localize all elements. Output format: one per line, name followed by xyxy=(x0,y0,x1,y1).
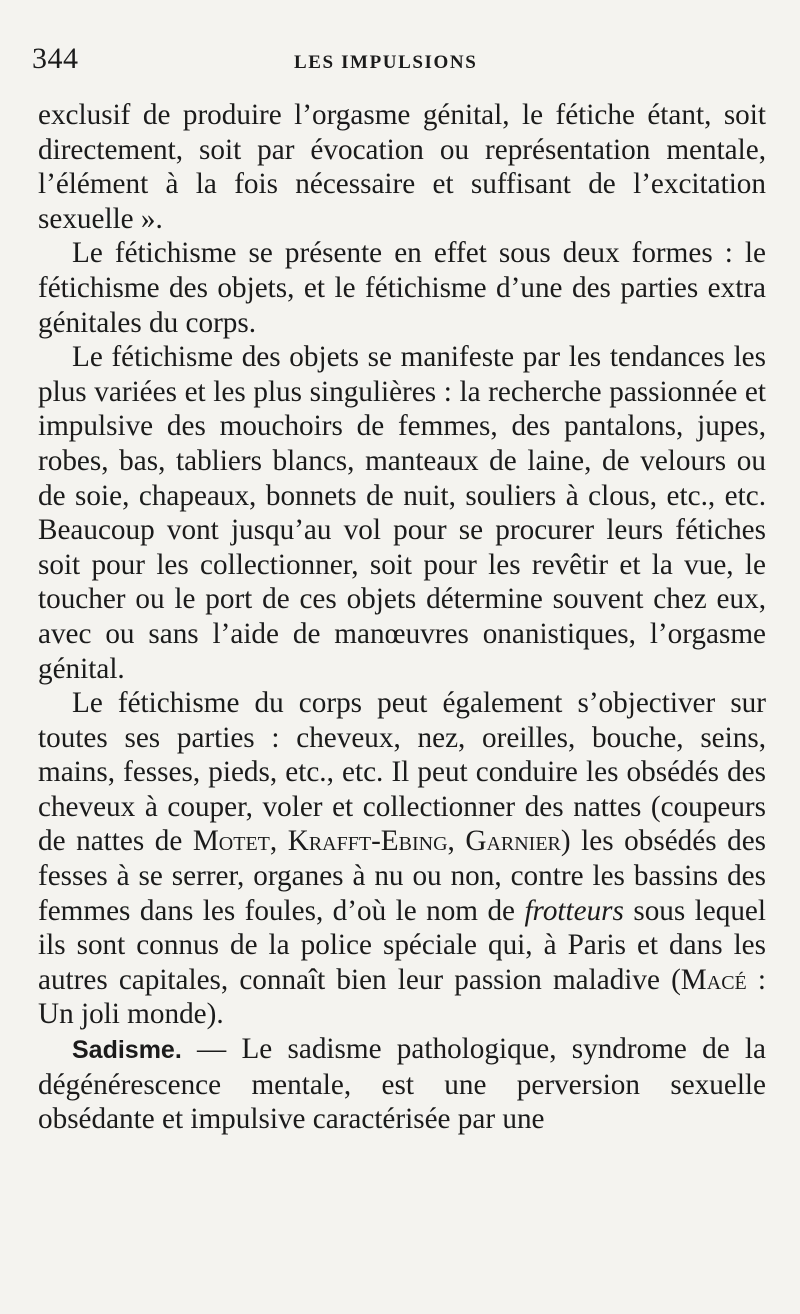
paragraph-sadism xyxy=(38,1032,766,1137)
author-name: Motet xyxy=(192,825,270,858)
section-runin-heading: Sadisme. xyxy=(72,1036,182,1065)
text-run: : Un joli monde). xyxy=(38,963,766,1031)
author-name: Garnier xyxy=(465,825,561,858)
body-text xyxy=(38,98,766,1137)
text-run: — Le sadisme pathologique, syndrome de la dégénérescence mentale, est une perversion sexuelle obsédante et impulsive caractérisée par une xyxy=(38,1033,766,1136)
page-header xyxy=(32,42,760,86)
paragraph-forms: Le fétichisme se présente en effet sous deux formes : le fétichisme des objets, et le fétichisme d’une des parties extra génitales du corps. xyxy=(38,237,766,339)
text-run: Le fétichisme du corps peut également s’objectiver sur toutes ses parties : cheveux, nez, oreilles, bouche, seins, mains, fesses, pieds, etc., etc. Il peut conduire les obsédés des cheveux à couper, voler et collectionner des nattes (coupeurs de nattes de xyxy=(38,687,766,858)
page-number: 344 xyxy=(32,42,79,75)
running-title: LES IMPULSIONS xyxy=(294,52,478,73)
text-run: , xyxy=(269,825,288,858)
italic-term: frotteurs xyxy=(524,894,624,927)
paragraph-body-fetishism xyxy=(38,686,766,1032)
paragraph-objects: Le fétichisme des objets se manifeste par les tendances les plus variées et les plus singulières : la recherche passionnée et impulsive des mouchoirs de femmes, des pantalons, jupes, robes, bas, tabliers blancs, manteaux de laine, de velours ou de soie, chapeaux, bonnets de nuit, souliers à clous, etc., etc. Beaucoup vont jusqu’au vol pour se procurer leurs fétiches soit pour les collectionner, soit pour les revêtir et la vue, le toucher ou le port de ces objets détermine souvent chez eux, avec ou sans l’aide de manœuvres onanistiques, l’orgasme génital. xyxy=(38,341,766,685)
text-run: , xyxy=(447,825,466,858)
paragraph-continuation: exclusif de produire l’orgasme génital, le fétiche étant, soit directement, soit par évocation ou représentation mentale, l’élément à la fois nécessaire et suffisant de l’excitation sexuelle ». xyxy=(38,99,766,235)
text-run: ) les obsédés des fesses à se serrer, organes à nu ou non, contre les bassins des femmes dans les foules, d’où le nom de xyxy=(38,825,767,927)
text-run: sous lequel ils sont connus de la police spéciale qui, à Paris et dans les autres capitales, connaît bien leur passion maladive ( xyxy=(38,894,766,996)
author-name: Krafft-Ebing xyxy=(287,825,448,858)
author-name: Macé xyxy=(680,963,747,996)
